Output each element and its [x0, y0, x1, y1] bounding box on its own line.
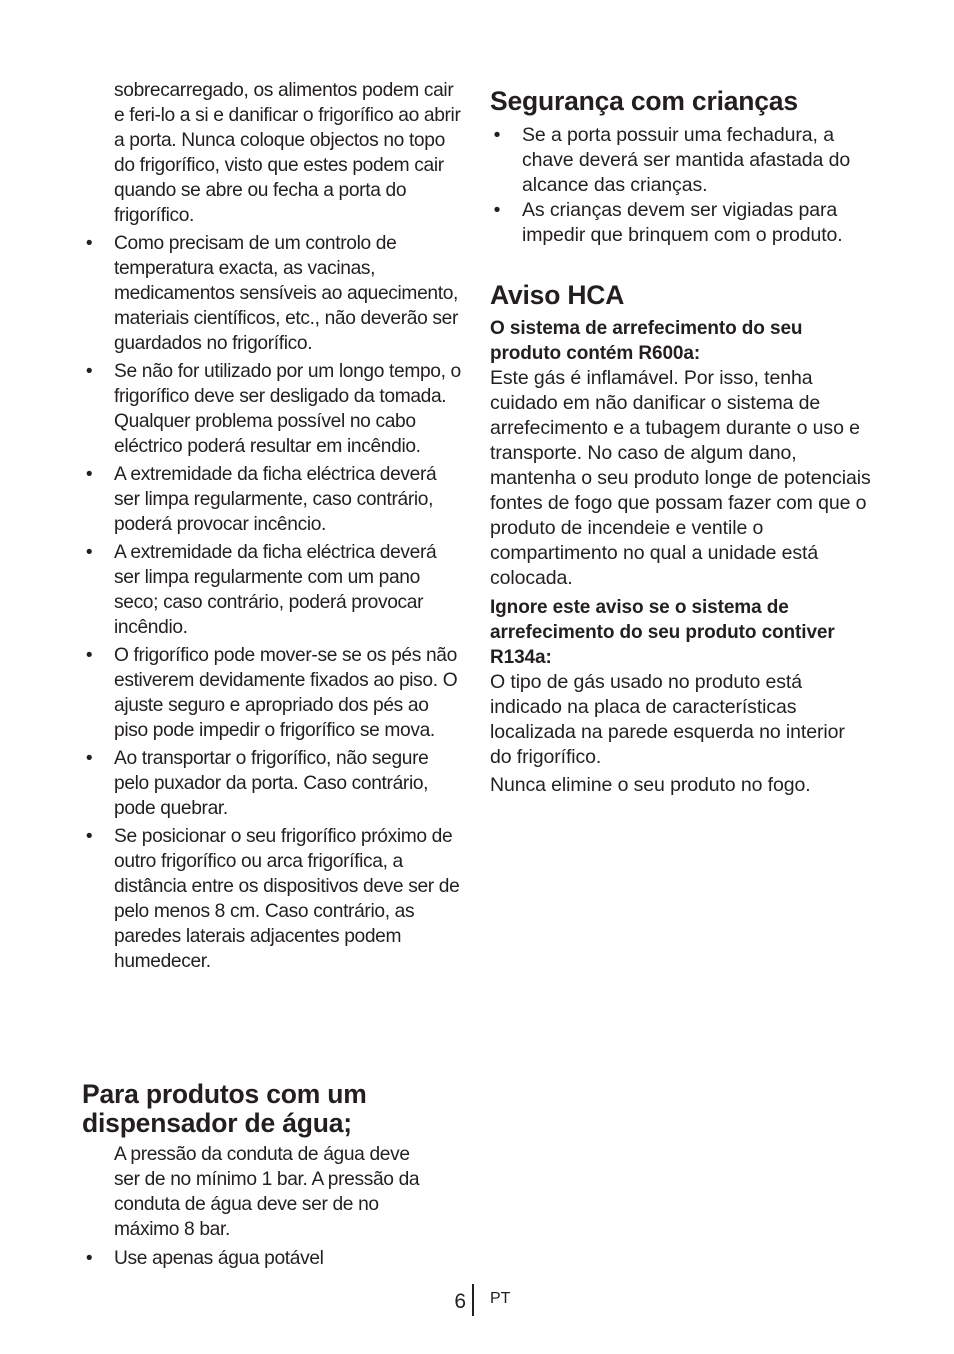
- page-footer: [440, 1284, 510, 1316]
- bullet-icon: •: [85, 361, 93, 382]
- water-dispenser-heading: [82, 1080, 466, 1138]
- list-item-text: Use apenas água potável: [114, 1248, 324, 1269]
- list-item-text: Se a porta possuir uma fechadura, a chave deverá ser mantida afastada do alcance das crianças.: [522, 124, 851, 196]
- bullet-icon: •: [85, 826, 93, 847]
- list-item-text: Se não for utilizado por um longo tempo, o frigorífico deve ser desligado da tomada. Qualquer problema possível no cabo eléctrico poderá resultar em incêndio.: [114, 361, 461, 457]
- bullet-icon: •: [85, 645, 93, 666]
- list-item: [82, 359, 466, 459]
- list-item: [82, 643, 466, 743]
- water-heading-line-2: dispensador de água;: [82, 1108, 352, 1138]
- list-item-text: As crianças devem ser vigiadas para impedir que brinquem com o produto.: [522, 199, 843, 246]
- list-item: [82, 231, 466, 356]
- bullet-icon: •: [85, 1248, 93, 1269]
- water-pressure-paragraph: A pressão da conduta de água deve ser de no mínimo 1 bar. A pressão da conduta de água deve ser de no máximo 8 bar.: [114, 1144, 420, 1240]
- list-item: [82, 746, 466, 821]
- list-item-text: A extremidade da ficha eléctrica deverá ser limpa regularmente, caso contrário, poderá provocar incêncio.: [114, 464, 437, 535]
- list-item-text: A extremidade da ficha eléctrica deverá ser limpa regularmente com um pano seco; caso contrário, poderá provocar incêndio.: [114, 542, 437, 638]
- language-code: PT: [490, 1290, 511, 1307]
- disposal-note: Nunca elimine o seu produto no fogo.: [490, 774, 811, 796]
- list-item: [490, 198, 866, 248]
- list-item: [82, 824, 466, 974]
- list-item-text: Como precisam de um controlo de temperatura exacta, as vacinas, medicamentos sensíveis ao aquecimento, materiais científicos, etc., não deverão ser guardados no frigorífico.: [114, 233, 459, 354]
- bullet-icon: •: [493, 199, 501, 221]
- continuation-paragraph: sobrecarregado, os alimentos podem cair e feri-lo a si e danificar o frigorífico ao abrir a porta. Nunca coloque objectos no topo do frigorífico, visto que estes podem cair quando se abre ou fecha a porta do frigorífico.: [114, 80, 461, 226]
- list-item: [82, 1246, 466, 1271]
- footer-divider: [472, 1284, 474, 1316]
- hca-r600a-note: O sistema de arrefecimento do seu produto contém R600a:: [490, 318, 803, 364]
- list-item: [82, 540, 466, 640]
- bullet-icon: •: [85, 233, 93, 254]
- bullet-icon: •: [85, 542, 93, 563]
- child-safety-heading: Segurança com crianças: [490, 86, 798, 116]
- bullet-icon: •: [85, 464, 93, 485]
- list-item: [82, 462, 466, 537]
- list-item-text: Se posicionar o seu frigorífico próximo de outro frigorífico ou arca frigorífica, a distância entre os dispositivos deve ser de pelo menos 8 cm. Caso contrário, as paredes laterais adjacentes podem humedecer.: [114, 826, 460, 972]
- hca-flammable-paragraph: Este gás é inflamável. Por isso, tenha cuidado em não danificar o sistema de arrefecimento e a tubagem durante o uso e transporte. No caso de algum dano, mantenha o seu produto longe de potenciais fontes de fogo que possam fazer com que o produto de incendeie e ventile o compartimento no qual a unidade está colocada.: [490, 367, 871, 589]
- hca-r134a-note: Ignore este aviso se o sistema de arrefecimento do seu produto contiver R134a:: [490, 597, 835, 668]
- list-item-text: Ao transportar o frigorífico, não segure pelo puxador da porta. Caso contrário, pode quebrar.: [114, 748, 429, 819]
- list-item: [490, 123, 866, 198]
- child-safety-bullet-list: [490, 123, 866, 248]
- gas-type-paragraph: O tipo de gás usado no produto está indicado na placa de características localizada na parede esquerda no interior do frigorífico.: [490, 671, 845, 768]
- bullet-icon: •: [85, 748, 93, 769]
- hca-warning-heading: Aviso HCA: [490, 280, 625, 310]
- bullet-icon: •: [493, 124, 501, 146]
- water-heading-line-1: Para produtos com um: [82, 1079, 367, 1109]
- list-item-text: O frigorífico pode mover-se se os pés não estiverem devidamente fixados ao piso. O ajuste seguro e apropriado dos pés ao piso pode impedir o frigorífico se mova.: [114, 645, 458, 741]
- safety-bullet-list: [82, 231, 466, 977]
- page-number: 6: [454, 1290, 466, 1313]
